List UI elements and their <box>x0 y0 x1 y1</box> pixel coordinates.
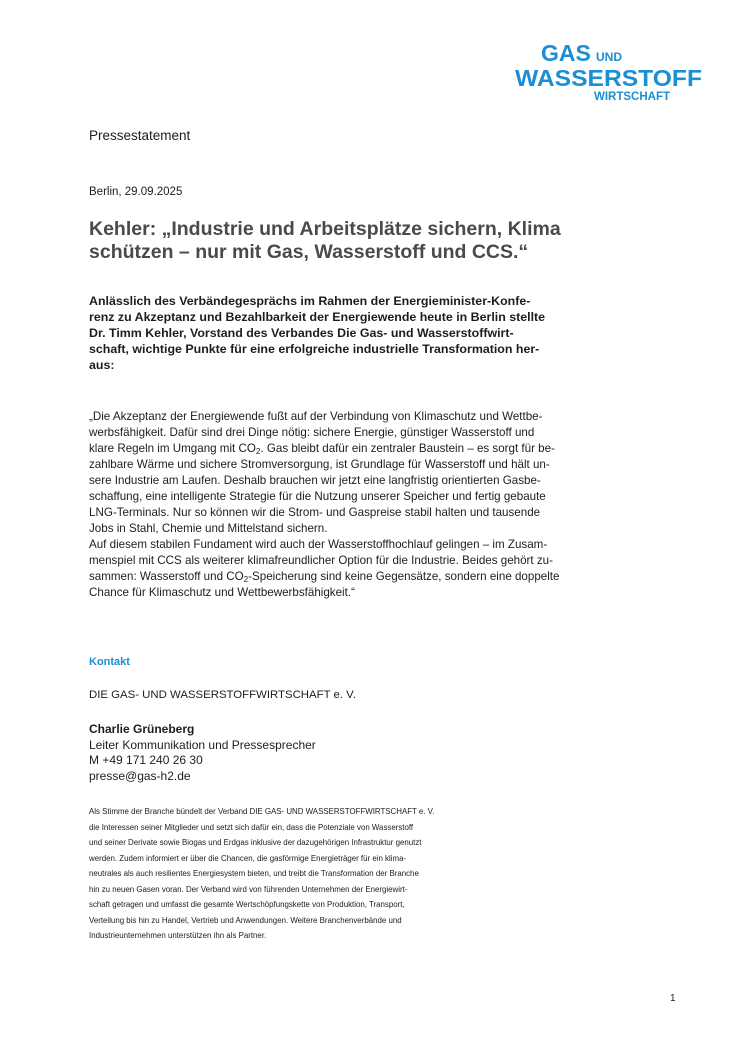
contact-phone: M +49 171 240 26 30 <box>89 753 203 767</box>
brand-logo <box>514 40 704 102</box>
co2-subscript-2: 2 <box>243 575 249 585</box>
headline: Kehler: „Industrie und Arbeitsplätze sichern, Klima schützen – nur mit Gas, Wasserstoff und CCS.“ <box>89 218 561 263</box>
logo-line-gas: GAS <box>541 40 591 66</box>
about-association: Als Stimme der Branche bündelt der Verband DIE GAS- UND WASSERSTOFFWIRTSCHAFT e. V. die Interessen seiner Mitglieder und setzt sich dafür ein, dass die Potenziale von Wasserstoff und seiner Derivate sowie Biogas und Erdgas inklusive der dazugehörigen Infrastruktur genutzt werden. Zudem informiert er über die Chancen, die gasförmige Energieträger für ein klima- neutrales als auch resilientes Energiesystem bieten, und treibt die Transformation der Branche hin zu neuen Gasen voran. Der Verband wird von führenden Unternehmen der Energiewirt- schaft getragen und umfasst die gesamte Wertschöpfungskette von Produktion, Transport, Verteilung bis hin zu Handel, Vertrieb und Anwendungen. Weitere Branchenverbände und Industrieunternehmen unterstützen ihn als Partner. <box>89 807 435 940</box>
document-type: Pressestatement <box>89 128 191 143</box>
page-number: 1 <box>670 993 676 1004</box>
quote-paragraph <box>89 409 594 601</box>
co2-subscript-1: 2 <box>255 447 261 457</box>
logo-line-wirtschaft: WIRTSCHAFT <box>594 91 671 102</box>
contact-role: Leiter Kommunikation und Pressesprecher <box>89 737 316 752</box>
logo-line-wasserstoff: WASSERSTOFF <box>515 65 702 91</box>
lead-paragraph: Anlässlich des Verbändegesprächs im Rahmen der Energieminister-Konfe- renz zu Akzeptanz und Bezahlbarkeit der Energiewende heute in Berlin stellte Dr. Timm Kehler, Vorstand des Verbandes Die Gas- und Wasserstoffwirt- schaft, wichtige Punkte für eine erfolgreiche industrielle Transformation her- aus: <box>89 294 546 372</box>
contact-email[interactable]: presse@gas-h2.de <box>89 768 191 783</box>
quote-text-2: . Gas bleibt dafür ein zentraler Baustein – es sorgt für be- zahlbare Wärme und sichere Stromversorgung, ist Grundlage für Wasserstoff und hält un- sere Industrie am Laufen. Deshalb brauchen wir jetzt eine langfristig orientierten Gasbe- schaffung, eine intelligente Strategie für die Nutzung unserer Speicher und fertig gebaute LNG-Terminals. Nur so können wir die Strom- und Gaspreise stabil halten und tausende Jobs in Stahl, Chemie und Mittelstand sichern. Auf diesem stabilen Fundament wird auch der Wasserstoffhochlauf gelingen – im Zusam- menspiel mit CCS als weiterer klimafreundlicher Option für die Industrie. Beides gehört zu- sammen: Wasserstoff und CO <box>89 442 555 583</box>
organization-name: DIE GAS- UND WASSERSTOFFWIRTSCHAFT e. V. <box>89 689 356 701</box>
logo-line-und: UND <box>596 50 622 64</box>
quote-text-3: -Speicherung sind keine Gegensätze, sondern eine doppelte Chance für Klimaschutz und Wettbewerbsfähigkeit.“ <box>89 570 560 599</box>
contact-person <box>89 722 316 784</box>
dateline: Berlin, 29.09.2025 <box>89 186 183 198</box>
quote-text-1: „Die Akzeptanz der Energiewende fußt auf der Verbindung von Klimaschutz und Wettbe- werbsfähigkeit. Dafür sind drei Dinge nötig: sichere Energie, günstiger Wasserstoff und klare Regeln im Umgang mit CO <box>89 410 543 455</box>
contact-heading: Kontakt <box>89 656 130 668</box>
contact-name: Charlie Grüneberg <box>89 722 195 736</box>
